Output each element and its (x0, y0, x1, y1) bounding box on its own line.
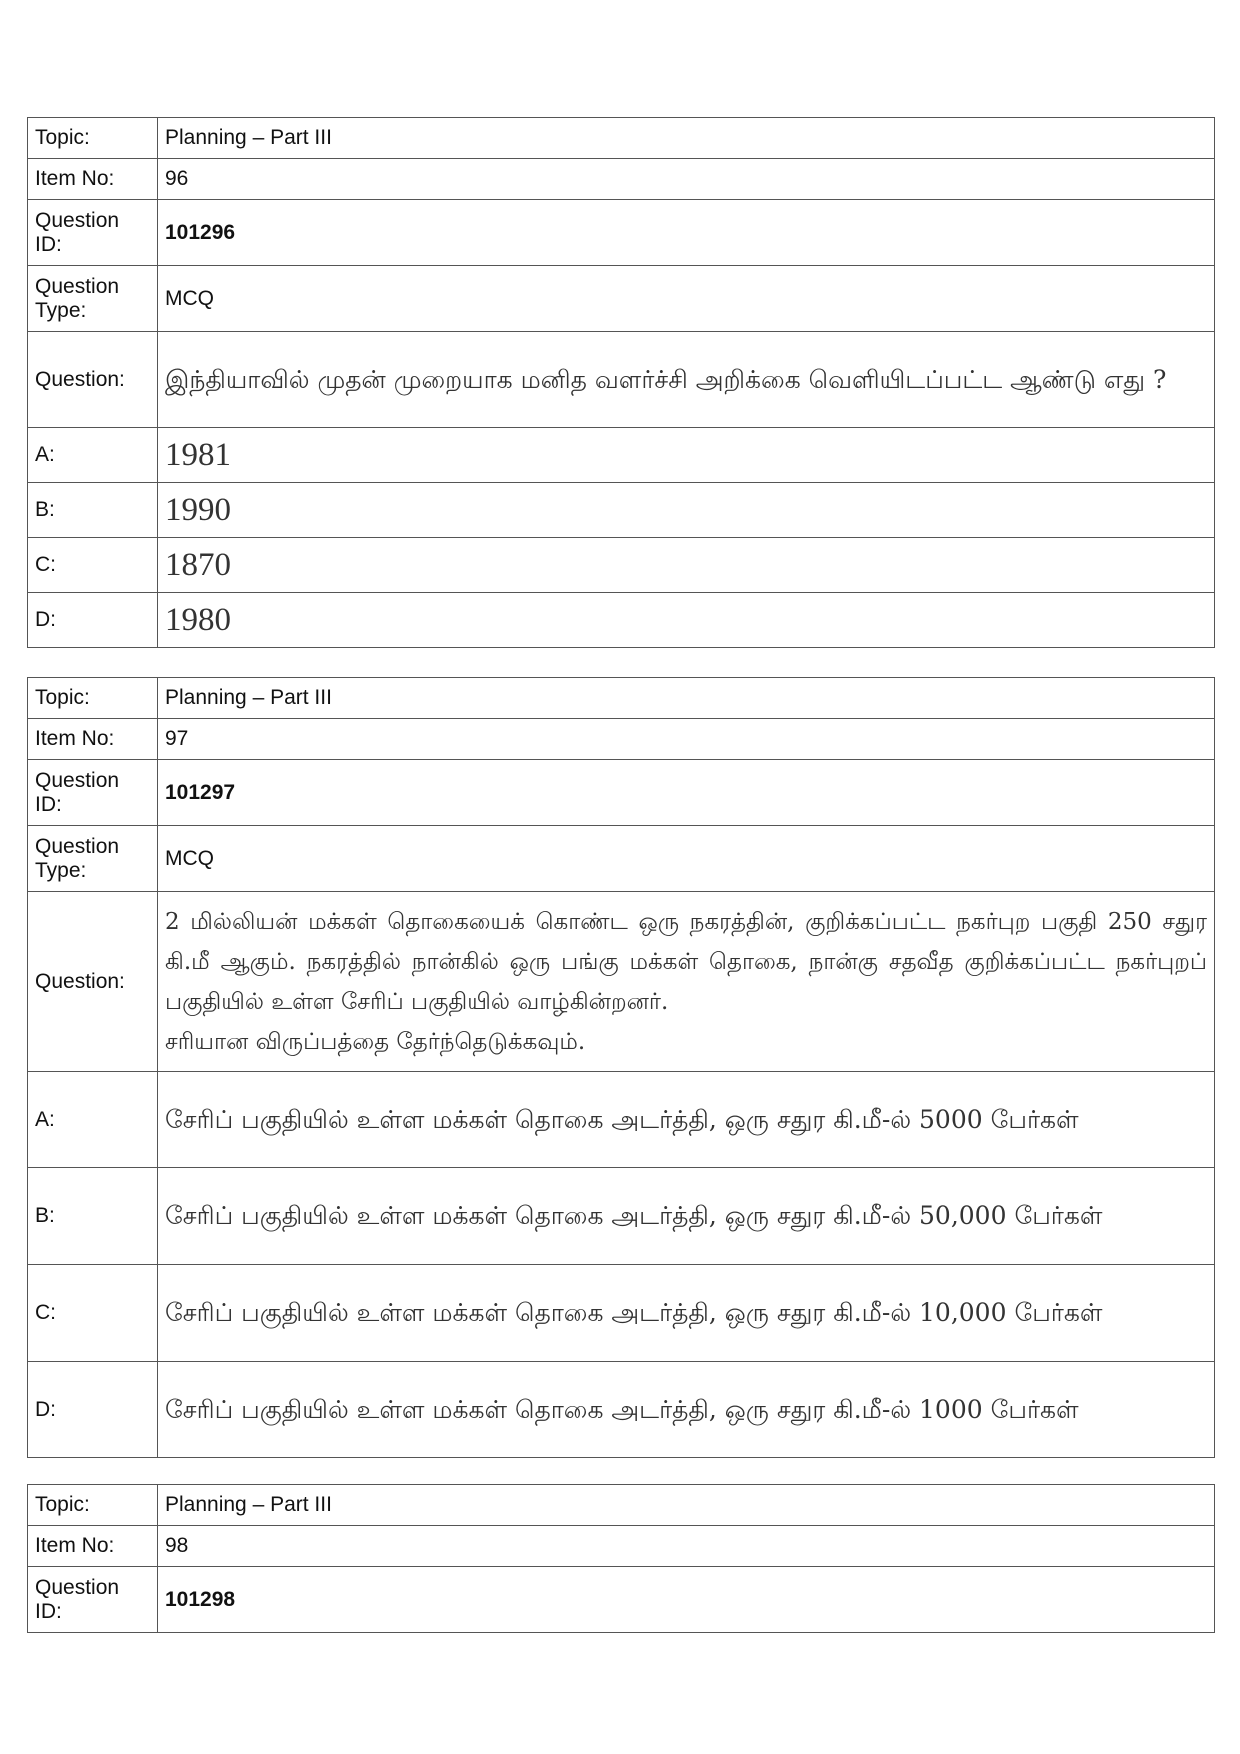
question-id-value: 101296 (158, 200, 1215, 266)
option-a-label: A: (28, 1072, 158, 1168)
question-text: இந்தியாவில் முதன் முறையாக மனித வளர்ச்சி அறிக்கை வெளியிடப்பட்ட ஆண்டு எது ? (158, 332, 1215, 428)
option-d-label: D: (28, 593, 158, 648)
question-type-value: MCQ (158, 266, 1215, 332)
item-no-label: Item No: (28, 719, 158, 760)
question-id-label: Question ID: (28, 200, 158, 266)
question-id-label: Question ID: (28, 760, 158, 826)
option-a-text: சேரிப் பகுதியில் உள்ள மக்கள் தொகை அடர்த்தி, ஒரு சதுர கி.மீ-ல் 5000 பேர்கள் (158, 1072, 1215, 1168)
question-instruction: சரியான விருப்பத்தை தேர்ந்தெடுக்கவும். (165, 1028, 586, 1055)
option-c-text: சேரிப் பகுதியில் உள்ள மக்கள் தொகை அடர்த்தி, ஒரு சதுர கி.மீ-ல் 10,000 பேர்கள் (158, 1265, 1215, 1362)
item-no-value: 98 (158, 1526, 1215, 1567)
option-b-label: B: (28, 1168, 158, 1265)
item-no-label: Item No: (28, 159, 158, 200)
item-no-label: Item No: (28, 1526, 158, 1567)
option-b-text: 1990 (158, 483, 1215, 538)
question-block-97 (27, 677, 1215, 1458)
option-c-text: 1870 (158, 538, 1215, 593)
question-paragraph: 2 மில்லியன் மக்கள் தொகையைக் கொண்ட ஒரு நகரத்தின், குறிக்கப்பட்ட நகர்புற பகுதி 250 சதுர கி.மீ ஆகும். நகரத்தில் நான்கில் ஒரு பங்கு மக்கள் தொகை, நான்கு சதவீத குறிக்கப்பட்ட நகர்புறப் பகுதியில் உள்ள சேரிப் பகுதியில் வாழ்கின்றனர். (165, 908, 1207, 1015)
question-text (158, 892, 1215, 1072)
question-label: Question: (28, 332, 158, 428)
question-id-label: Question ID: (28, 1567, 158, 1633)
topic-value: Planning – Part III (158, 678, 1215, 719)
topic-value: Planning – Part III (158, 1485, 1215, 1526)
option-d-text: சேரிப் பகுதியில் உள்ள மக்கள் தொகை அடர்த்தி, ஒரு சதுர கி.மீ-ல் 1000 பேர்கள் (158, 1362, 1215, 1458)
question-block-96 (27, 117, 1215, 648)
question-type-label: Question Type: (28, 266, 158, 332)
question-block-98 (27, 1484, 1215, 1633)
option-a-text: 1981 (158, 428, 1215, 483)
question-id-value: 101297 (158, 760, 1215, 826)
option-d-label: D: (28, 1362, 158, 1458)
item-no-value: 96 (158, 159, 1215, 200)
question-label: Question: (28, 892, 158, 1072)
topic-label: Topic: (28, 118, 158, 159)
question-id-value: 101298 (158, 1567, 1215, 1633)
question-type-label: Question Type: (28, 826, 158, 892)
option-c-label: C: (28, 538, 158, 593)
question-type-value: MCQ (158, 826, 1215, 892)
option-b-label: B: (28, 483, 158, 538)
option-d-text: 1980 (158, 593, 1215, 648)
topic-value: Planning – Part III (158, 118, 1215, 159)
option-c-label: C: (28, 1265, 158, 1362)
topic-label: Topic: (28, 678, 158, 719)
topic-label: Topic: (28, 1485, 158, 1526)
option-a-label: A: (28, 428, 158, 483)
item-no-value: 97 (158, 719, 1215, 760)
option-b-text: சேரிப் பகுதியில் உள்ள மக்கள் தொகை அடர்த்தி, ஒரு சதுர கி.மீ-ல் 50,000 பேர்கள் (158, 1168, 1215, 1265)
